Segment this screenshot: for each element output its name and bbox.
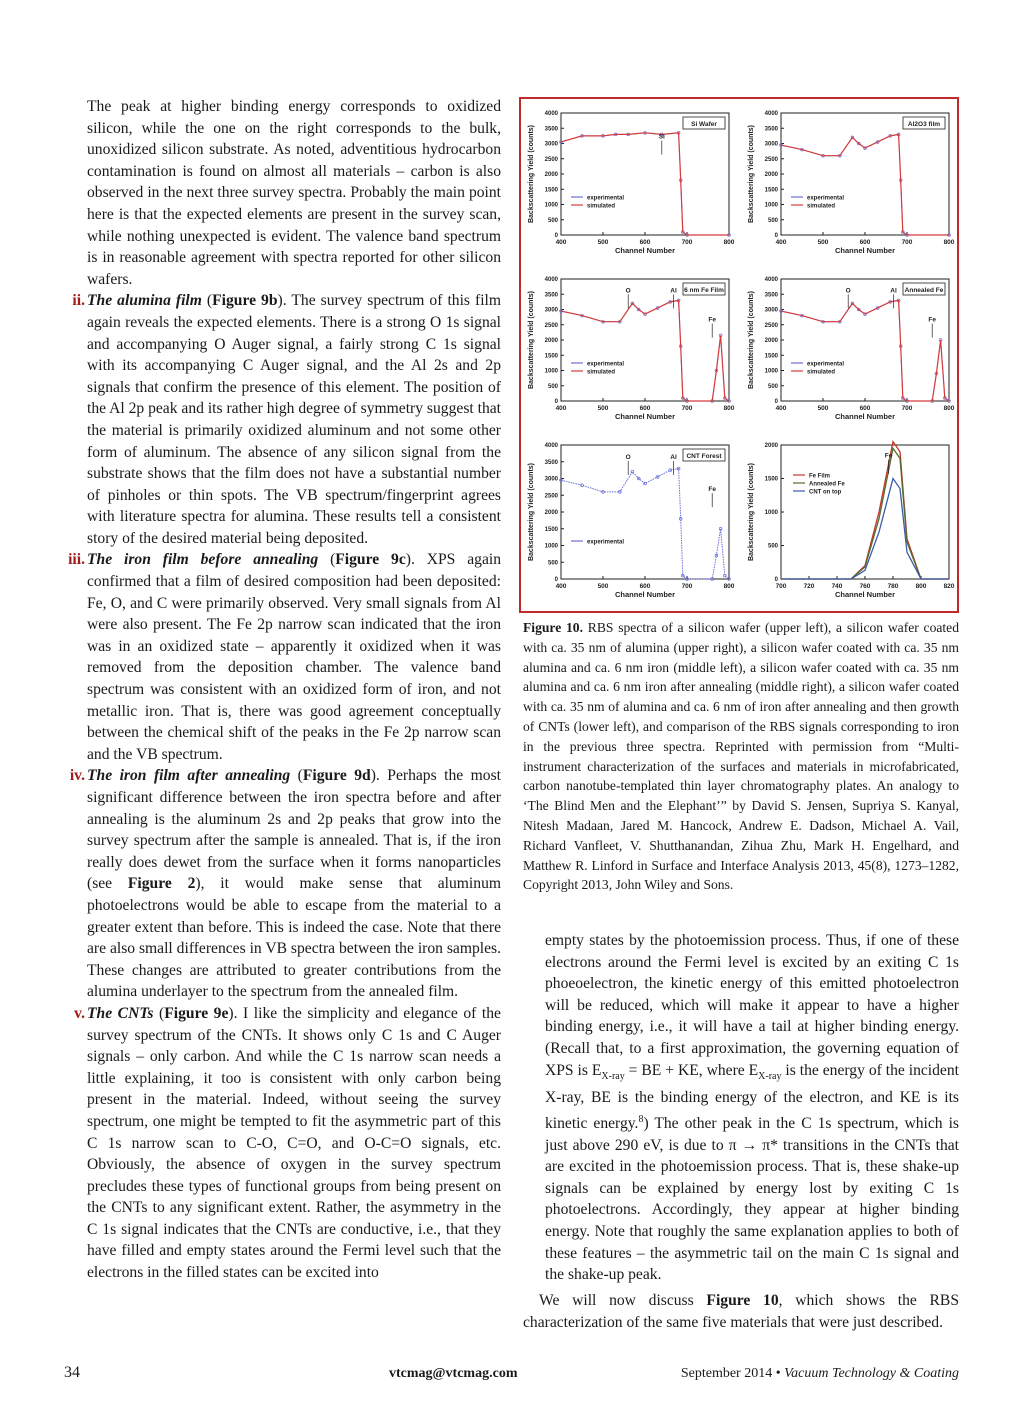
y-tick-label: 2500 — [764, 322, 778, 329]
footer-issue: September 2014 • Vacuum Technology & Coating — [680, 1366, 959, 1381]
x-axis-label: Channel Number — [614, 412, 676, 421]
y-tick-label: 3000 — [544, 476, 558, 483]
y-tick-label: 1500 — [764, 187, 778, 194]
x-tick-label: 800 — [723, 405, 735, 412]
y-tick-label: 4000 — [764, 111, 778, 117]
x-tick-label: 600 — [859, 239, 871, 246]
y-tick-label: 3000 — [544, 141, 558, 148]
legend-label: simulated — [807, 369, 836, 376]
x-tick-label: 500 — [817, 405, 829, 412]
y-axis-label: Backscattering Yield (counts) — [528, 462, 535, 562]
x-tick-label: 400 — [775, 405, 787, 412]
figure-ref[interactable]: Figure 9d — [302, 767, 371, 785]
continuation-paragraph: empty states by the photoemission process. Thus, if one of these electrons around the Fermi level is excited by an exiting C 1s phoeoelectron, the kinetic energy of this emitted photoelectron will be reduced, which will make it appear to have a higher binding energy, i.e., it will have a tail at higher binding energy. (Recall that, to a first approximation, the governing equation of XPS is $E_{X-ray}$ = BE + KE, where $E_{X-ray}$ is the energy of the incident X-ray, BE is the binding energy of the electron, and KE is its kinetic energy.$^8$) The other peak in the C 1s spectrum, which is just above 290 eV, is due to π → π* transitions in the CNTs that are excited in the photoemission process. That is, these shake-up signals can be explained by energy lost by exiting C 1s photoelectrons. Accordingly, they appear at higher binding energy. Note that roughly the same explanation applies to both of these features – the asymmetric tail on the main C 1s signal and the shake-up peak. — [545, 932, 959, 1284]
y-tick-label: 1500 — [764, 476, 778, 483]
y-axis-label: Backscattering Yield (counts) — [748, 124, 755, 224]
x-tick-label: 400 — [555, 583, 567, 590]
y-tick-label: 1000 — [764, 202, 778, 209]
element-label: Fe — [708, 316, 716, 324]
y-tick-label: 3000 — [544, 307, 558, 314]
list-item-iv: iv. The iron film after annealing (Figure 9d). Perhaps the most significant difference between the iron spectra before and after annealing is the aluminum 2s and 2p peaks that grow into the survey spectrum after the sample is annealed. That is, if the iron really does dewet from the surface when it forms nanoparticles (see Figure 2), it would make sense that aluminum photoelectrons would be able to escape from the material to a greater extent than before. This is indeed the case. Note that there are also small differences in VB spectra between the iron samples. These changes are attributed to greater contributions from the alumina underlayer to the spectrum from the annealed film. — [69, 767, 501, 1001]
figure-caption: Figure 10. RBS spectra of a silicon wafer (upper left), a silicon wafer coated with ca. 35 nm of alumina (upper right), a silicon wafer coated with ca. 35 nm alumina and ca. 6 nm iron (middle left), a silicon wafer coated with ca. 35 nm alumina and ca. 6 nm iron after annealing (middle right), a silicon wafer coated with ca. 35 nm of alumina and ca. 6 nm of iron after annealing and then growth of CNTs (lower left), and comparison of the RBS signals corresponding to iron in the previous three spectra. Reprinted with permission from “Multi-instrument characterization of the surfaces and materials in microfabricated, carbon nanotube-templated thin layer chromatography plates. An analogy to ‘The Blind Men and the Elephant’” by David S. Jensen, Supriya S. Kanyal, Nitesh Madaan, Jared M. Hancock, Andrew E. Dadson, Michael A. Vail, Richard Vanfleet, V. Shutthanandan, Zihua Zhu, Mark H. Engelhard, and Matthew R. Linford in Surface and Interface Analysis 2013, 45(8), 1273–1282, Copyright 2013, John Wiley and Sons. — [523, 620, 960, 893]
y-tick-label: 0 — [554, 577, 558, 583]
x-tick-label: 800 — [723, 239, 735, 246]
y-tick-label: 500 — [767, 217, 778, 224]
x-tick-label: 500 — [597, 405, 609, 412]
element-label: Si — [658, 133, 665, 141]
legend-label: simulated — [587, 203, 616, 210]
x-tick-label: 700 — [775, 583, 787, 590]
x-tick-label: 800 — [723, 583, 735, 590]
y-tick-label: 500 — [547, 217, 558, 224]
element-label: O — [845, 287, 851, 295]
page-number: 34 — [64, 1364, 80, 1381]
plot-frame — [781, 445, 949, 579]
x-tick-label: 600 — [639, 583, 651, 590]
y-tick-label: 1000 — [764, 368, 778, 375]
element-label: Fe — [708, 486, 716, 494]
y-tick-label: 1000 — [544, 543, 558, 550]
x-tick-label: 500 — [597, 239, 609, 246]
y-tick-label: 1500 — [544, 353, 558, 360]
x-tick-label: 600 — [859, 405, 871, 412]
y-tick-label: 2000 — [764, 338, 778, 344]
x-tick-label: 700 — [681, 583, 693, 590]
y-tick-label: 2500 — [544, 322, 558, 329]
x-tick-label: 800 — [943, 405, 955, 412]
y-tick-label: 500 — [547, 383, 558, 390]
y-tick-label: 2000 — [544, 172, 558, 178]
y-axis-label: Backscattering Yield (counts) — [528, 124, 535, 224]
x-tick-label: 400 — [555, 239, 567, 246]
y-tick-label: 2000 — [764, 172, 778, 178]
x-tick-label: 700 — [681, 239, 693, 246]
figure-ref[interactable]: Figure 2 — [127, 875, 196, 893]
right-column — [545, 930, 959, 1286]
x-tick-label: 800 — [943, 239, 955, 246]
y-tick-label: 2500 — [764, 156, 778, 163]
figure-10 — [519, 97, 959, 613]
plot-frame — [781, 113, 949, 235]
x-tick-label: 700 — [681, 405, 693, 412]
panel-title: Si Wafer — [691, 121, 717, 128]
y-axis-label: Backscattering Yield (counts) — [748, 290, 755, 390]
legend-label: simulated — [807, 203, 836, 210]
y-tick-label: 3000 — [764, 141, 778, 148]
legend-label: experimental — [807, 361, 845, 368]
x-tick-label: 500 — [597, 583, 609, 590]
intro-paragraph: The peak at higher binding energy corresponds to oxidized silicon, while the one on the right corresponds to the bulk, unoxidized silicon substrate. As noted, adventitious hydrocarbon contamination is found on almost all materials – carbon is also observed in the next three survey spectra. Probably the main point here is that the expected elements are present in the survey scan, while nothing unexpected is evident. The valence band spectrum is in reasonable agreement with spectra reported for other silicon wafers. — [87, 98, 501, 288]
y-tick-label: 2500 — [544, 493, 558, 500]
y-tick-label: 2000 — [544, 338, 558, 344]
legend-label: Annealed Fe — [809, 481, 845, 488]
x-tick-label: 720 — [803, 583, 815, 590]
x-tick-label: 740 — [831, 583, 843, 590]
x-tick-label: 800 — [915, 583, 927, 590]
x-tick-label: 600 — [639, 405, 651, 412]
figure-ref[interactable]: Figure 9c — [335, 551, 406, 569]
legend-label: experimental — [807, 195, 845, 202]
y-tick-label: 1000 — [544, 202, 558, 209]
element-label: O — [625, 454, 631, 462]
plot-frame — [561, 445, 729, 579]
y-tick-label: 0 — [774, 233, 778, 239]
footer-email[interactable]: vtcmag@vtcmag.com — [389, 1366, 518, 1381]
x-tick-label: 500 — [817, 239, 829, 246]
list-item-v: v. The CNTs (Figure 9e). I like the simplicity and elegance of the survey spectrum of the CNTs. It shows only C 1s and C Auger signals – only carbon. And while the C 1s narrow scan needs a little explaining, it too is consistent with only carbon being present in the material. Indeed, without seeing the survey spectrum, one might be tempted to fit the asymmetric part of this C 1s narrow scan to C-O, C=O, and O-C=O signals, etc. Obviously, the absence of oxygen in the survey spectrum precludes these types of functional groups from being present on the CNTs to any significant extent. Rather, the asymmetry in the C 1s signal indicates that the CNTs are conductive, i.e., that they have filled and empty states around the Fermi level such that the electrons in the filled states can be excited into — [74, 1004, 501, 1282]
y-axis-label: Backscattering Yield (counts) — [748, 462, 755, 562]
legend-label: experimental — [587, 361, 625, 368]
x-axis-label: Channel Number — [834, 412, 896, 421]
left-column — [68, 96, 502, 1284]
x-tick-label: 600 — [639, 239, 651, 246]
y-tick-label: 1500 — [544, 187, 558, 194]
y-tick-label: 2000 — [544, 510, 558, 516]
element-label: Fe — [928, 316, 936, 324]
y-tick-label: 500 — [547, 560, 558, 567]
element-label: Fe — [884, 452, 893, 460]
x-tick-label: 780 — [887, 583, 899, 590]
y-tick-label: 3500 — [544, 459, 558, 466]
y-tick-label: 3500 — [544, 126, 558, 133]
x-axis-label: Channel Number — [834, 590, 896, 599]
legend-label: simulated — [587, 369, 616, 376]
x-tick-label: 700 — [901, 239, 913, 246]
y-tick-label: 500 — [767, 543, 778, 550]
y-tick-label: 1500 — [544, 526, 558, 533]
y-tick-label: 1000 — [764, 510, 778, 516]
y-tick-label: 2000 — [764, 443, 778, 449]
plot-frame — [781, 279, 949, 401]
legend-label: CNT on top — [809, 489, 842, 496]
y-tick-label: 0 — [774, 577, 778, 583]
figure-10-discussion: We will now discuss Figure 10, which shows the RBS characterization of the same five materials that were just described. — [523, 1292, 959, 1331]
y-tick-label: 4000 — [544, 277, 558, 283]
y-tick-label: 500 — [767, 383, 778, 390]
y-axis-label: Backscattering Yield (counts) — [528, 290, 535, 390]
figure-ref[interactable]: Figure 9b — [212, 292, 278, 310]
y-tick-label: 4000 — [544, 111, 558, 117]
x-tick-label: 820 — [943, 583, 955, 590]
x-tick-label: 400 — [555, 405, 567, 412]
y-tick-label: 3000 — [764, 307, 778, 314]
figure-ref[interactable]: Figure 9e — [164, 1004, 229, 1022]
y-tick-label: 0 — [774, 399, 778, 405]
panel-title: CNT Forest — [686, 453, 722, 460]
y-tick-label: 1000 — [544, 368, 558, 375]
panel-title: 6 nm Fe Film — [684, 287, 724, 294]
element-label: Al — [670, 287, 677, 295]
x-tick-label: 400 — [775, 239, 787, 246]
panel-title: Al2O3 film — [907, 121, 941, 128]
y-tick-label: 1500 — [764, 353, 778, 360]
figure-ref[interactable]: Figure 10 — [706, 1292, 779, 1309]
plot-frame — [561, 279, 729, 401]
x-axis-label: Channel Number — [834, 246, 896, 255]
y-tick-label: 3500 — [544, 292, 558, 299]
x-tick-label: 760 — [859, 583, 871, 590]
list-item-iii: iii. The iron film before annealing (Figure 9c). XPS again confirmed that a film of desired composition had been deposited: Fe, O, and C were primarily observed. Very small signals from Al were also present. The Fe 2p narrow scan indicated that the iron was in an oxidized state – apparently it oxidized when it was removed from the deposition chamber. The valence band spectrum was consistent with an oxidized form of iron, and not metallic iron. That is, there was good agreement conceptually between the chemical shift of the peaks in the Fe 2p narrow scan and the VB spectrum. — [68, 551, 502, 763]
legend-label: Fe Film — [809, 473, 831, 480]
y-tick-label: 4000 — [544, 443, 558, 449]
element-label: Al — [890, 287, 897, 295]
element-label: Al — [670, 454, 677, 462]
y-tick-label: 4000 — [764, 277, 778, 283]
legend-label: experimental — [587, 195, 625, 202]
rbs-charts — [521, 99, 957, 611]
y-tick-label: 3500 — [764, 126, 778, 133]
y-tick-label: 2500 — [544, 156, 558, 163]
legend-label: experimental — [587, 539, 625, 546]
list-item-ii: ii. The alumina film (Figure 9b). The survey spectrum of this film again reveals the expected elements. There is a strong O 1s signal and accompanying O Auger signal, a fairly strong C 1s signal with its accompanying C Auger signal, and the Al 2s and 2p signals that confirm the presence of this element. The position of the Al 2p peak and its rather high degree of symmetry suggest that the material is primarily oxidized aluminum and not some other form of aluminum. The absence of any silicon signal from the substrate shows that the film does not have a substantial number of pinholes or thin spots. The VB spectrum/fingerprint agrees with literature spectra for alumina. These results tell a consistent story of the desired material being deposited. — [72, 292, 501, 547]
x-axis-label: Channel Number — [614, 246, 676, 255]
x-axis-label: Channel Number — [614, 590, 676, 599]
element-label: O — [625, 287, 631, 295]
panel-title: Annealed Fe — [904, 287, 944, 294]
y-tick-label: 3500 — [764, 292, 778, 299]
y-tick-label: 0 — [554, 233, 558, 239]
y-tick-label: 0 — [554, 399, 558, 405]
x-tick-label: 700 — [901, 405, 913, 412]
